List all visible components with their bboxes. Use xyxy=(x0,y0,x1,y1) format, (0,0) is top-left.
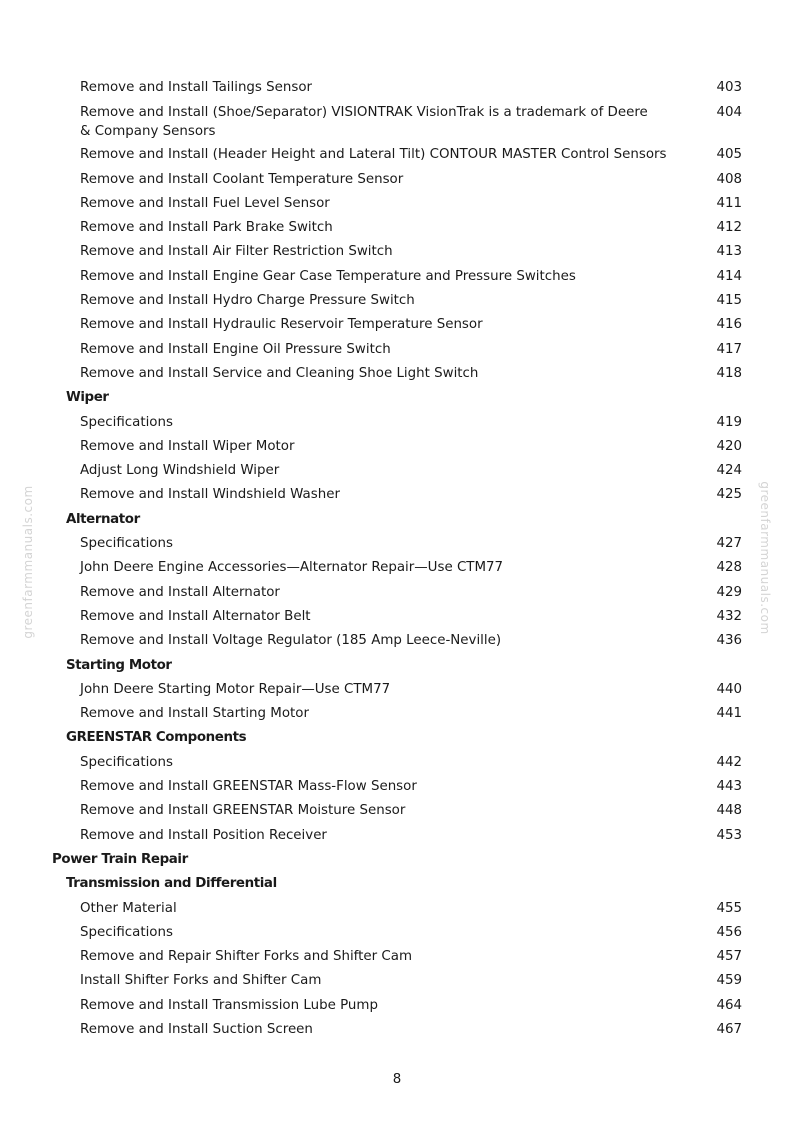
toc-entry-title: Other Material xyxy=(80,900,177,916)
toc-entry-page-number: 418 xyxy=(716,365,742,381)
toc-entry-page-number: 408 xyxy=(716,171,742,187)
toc-entry-title: Remove and Install Air Filter Restriction Switch xyxy=(80,244,393,260)
toc-entry-page-number: 457 xyxy=(716,949,742,965)
toc-entry-title: Install Shifter Forks and Shifter Cam xyxy=(80,973,322,989)
toc-entry-page-number: 456 xyxy=(716,924,742,940)
toc-entry-title: Remove and Install (Shoe/Separator) VISIONTRAK VisionTrak is a trademark of Deere & Company Sensors xyxy=(80,104,648,139)
toc-entry-page-number: 424 xyxy=(716,463,742,479)
toc-section-heading[interactable] xyxy=(0,726,794,750)
toc-entry-page-number: 467 xyxy=(716,1021,742,1037)
toc-entry-title: Wiper xyxy=(66,390,109,406)
toc-entry-page-number: 455 xyxy=(716,900,742,916)
toc-entry-title: Power Train Repair xyxy=(52,851,188,867)
toc-entry-title: Remove and Install Starting Motor xyxy=(80,706,309,722)
toc-entry-page-number: 429 xyxy=(716,584,742,600)
toc-entry[interactable] xyxy=(0,338,794,362)
toc-entry-page-number: 404 xyxy=(716,104,742,120)
toc-entry-title: Specifications xyxy=(80,924,173,940)
toc-entry-page-number: 453 xyxy=(716,827,742,843)
toc-entry[interactable] xyxy=(0,994,794,1018)
toc-entry-title: Remove and Install Transmission Lube Pump xyxy=(80,997,378,1013)
toc-entry[interactable] xyxy=(0,897,794,921)
toc-entry-title: Remove and Install Suction Screen xyxy=(80,1021,313,1037)
watermark-left: greenfarmmanuals.com xyxy=(21,485,35,639)
toc-entry-title: Remove and Install Wiper Motor xyxy=(80,438,295,454)
toc-section-heading[interactable] xyxy=(0,386,794,410)
toc-entry-title: GREENSTAR Components xyxy=(66,730,247,746)
toc-entry-title: Starting Motor xyxy=(66,657,172,673)
toc-entry[interactable] xyxy=(0,799,794,823)
toc-entry-title: Remove and Install Service and Cleaning Shoe Light Switch xyxy=(80,365,479,381)
toc-entry-title: Remove and Install Position Receiver xyxy=(80,827,327,843)
toc-entry-page-number: 464 xyxy=(716,997,742,1013)
toc-entry[interactable] xyxy=(0,751,794,775)
toc-entry[interactable] xyxy=(0,100,794,143)
toc-entry-title: Remove and Install (Header Height and Lateral Tilt) CONTOUR MASTER Control Sensors xyxy=(80,147,667,163)
toc-section-heading[interactable] xyxy=(0,508,794,532)
toc-chapter-heading[interactable] xyxy=(0,848,794,872)
toc-entry-title: Specifications xyxy=(80,414,173,430)
toc-entry[interactable] xyxy=(0,605,794,629)
toc-entry-page-number: 415 xyxy=(716,293,742,309)
toc-entry-title: Remove and Install Alternator xyxy=(80,584,280,600)
toc-entry-page-number: 436 xyxy=(716,633,742,649)
toc-entry-title: Remove and Install Tailings Sensor xyxy=(80,80,313,95)
toc-entry[interactable] xyxy=(0,289,794,313)
toc-entry[interactable] xyxy=(0,969,794,993)
toc-entry-title: Remove and Install Coolant Temperature Sensor xyxy=(80,171,404,187)
toc-entry-title: John Deere Starting Motor Repair—Use CTM77 xyxy=(80,681,391,697)
toc-entry-title: Remove and Install Windshield Washer xyxy=(80,487,340,503)
toc-entry-page-number: 416 xyxy=(716,317,742,333)
toc-entry[interactable] xyxy=(0,556,794,580)
toc-entry[interactable] xyxy=(0,459,794,483)
toc-entry[interactable] xyxy=(0,629,794,653)
toc-entry-title: Remove and Install Engine Gear Case Temperature and Pressure Switches xyxy=(80,268,576,284)
toc-section-heading[interactable] xyxy=(0,872,794,896)
toc-entry[interactable] xyxy=(0,945,794,969)
toc-entry-page-number: 443 xyxy=(716,779,742,795)
toc-entry-page-number: 412 xyxy=(716,220,742,236)
toc-entry-page-number: 411 xyxy=(716,195,742,211)
toc-entry-title: Remove and Repair Shifter Forks and Shifter Cam xyxy=(80,949,413,965)
toc-entry-title: Remove and Install Hydro Charge Pressure Switch xyxy=(80,293,415,309)
toc-entry[interactable] xyxy=(0,435,794,459)
toc-entry-title: Transmission and Differential xyxy=(66,876,277,892)
toc-entry-page-number: 442 xyxy=(716,754,742,770)
toc-section-heading[interactable] xyxy=(0,654,794,678)
toc-entry[interactable] xyxy=(0,581,794,605)
toc-entry-title: Specifications xyxy=(80,754,173,770)
toc-entry-title: Remove and Install GREENSTAR Mass-Flow Sensor xyxy=(80,779,417,795)
toc-entry[interactable] xyxy=(0,313,794,337)
toc-entry[interactable] xyxy=(0,192,794,216)
toc-entry-title: Remove and Install Hydraulic Reservoir Temperature Sensor xyxy=(80,317,483,333)
toc-entry-page-number: 441 xyxy=(716,706,742,722)
toc-entry-title: Remove and Install Park Brake Switch xyxy=(80,220,333,236)
toc-entry-page-number: 440 xyxy=(716,681,742,697)
toc-entry-title: Remove and Install Voltage Regulator (185 Amp Leece-Neville) xyxy=(80,633,502,649)
toc-entry-page-number: 420 xyxy=(716,438,742,454)
table-of-contents xyxy=(0,76,794,1042)
toc-entry[interactable] xyxy=(0,702,794,726)
toc-entry-page-number: 448 xyxy=(716,803,742,819)
toc-entry[interactable] xyxy=(0,265,794,289)
toc-entry[interactable] xyxy=(0,921,794,945)
toc-entry[interactable] xyxy=(0,216,794,240)
toc-entry[interactable] xyxy=(0,168,794,192)
toc-entry-title: Remove and Install Fuel Level Sensor xyxy=(80,195,330,211)
toc-entry[interactable] xyxy=(0,143,794,167)
toc-entry[interactable] xyxy=(0,775,794,799)
toc-entry-title: Remove and Install GREENSTAR Moisture Sensor xyxy=(80,803,406,819)
toc-entry[interactable] xyxy=(0,362,794,386)
toc-entry-page-number: 417 xyxy=(716,341,742,357)
toc-entry-page-number: 432 xyxy=(716,608,742,624)
toc-entry[interactable] xyxy=(0,411,794,435)
toc-entry[interactable] xyxy=(0,678,794,702)
toc-entry[interactable] xyxy=(0,240,794,264)
toc-entry-title: Specifications xyxy=(80,536,173,552)
toc-entry-page-number: 459 xyxy=(716,973,742,989)
page-number: 8 xyxy=(392,1072,402,1087)
toc-entry-title: Remove and Install Engine Oil Pressure Switch xyxy=(80,341,391,357)
toc-entry[interactable] xyxy=(0,483,794,507)
toc-entry-page-number: 405 xyxy=(716,147,742,163)
toc-entry-page-number: 419 xyxy=(716,414,742,430)
toc-entry[interactable] xyxy=(0,824,794,848)
toc-entry-title: Adjust Long Windshield Wiper xyxy=(80,463,280,479)
toc-entry-title: Remove and Install Alternator Belt xyxy=(80,608,311,624)
toc-entry-page-number: 403 xyxy=(716,80,742,95)
toc-entry[interactable] xyxy=(0,532,794,556)
toc-entry[interactable] xyxy=(0,76,794,100)
toc-entry-title: John Deere Engine Accessories—Alternator Repair—Use CTM77 xyxy=(80,560,504,576)
toc-entry-page-number: 428 xyxy=(716,560,742,576)
toc-entry-page-number: 413 xyxy=(716,244,742,260)
toc-entry-title: Alternator xyxy=(66,511,140,527)
toc-entry-page-number: 427 xyxy=(716,536,742,552)
watermark-right: greenfarmmanuals.com xyxy=(758,481,772,635)
toc-entry-page-number: 414 xyxy=(716,268,742,284)
toc-entry-page-number: 425 xyxy=(716,487,742,503)
toc-entry[interactable] xyxy=(0,1018,794,1042)
